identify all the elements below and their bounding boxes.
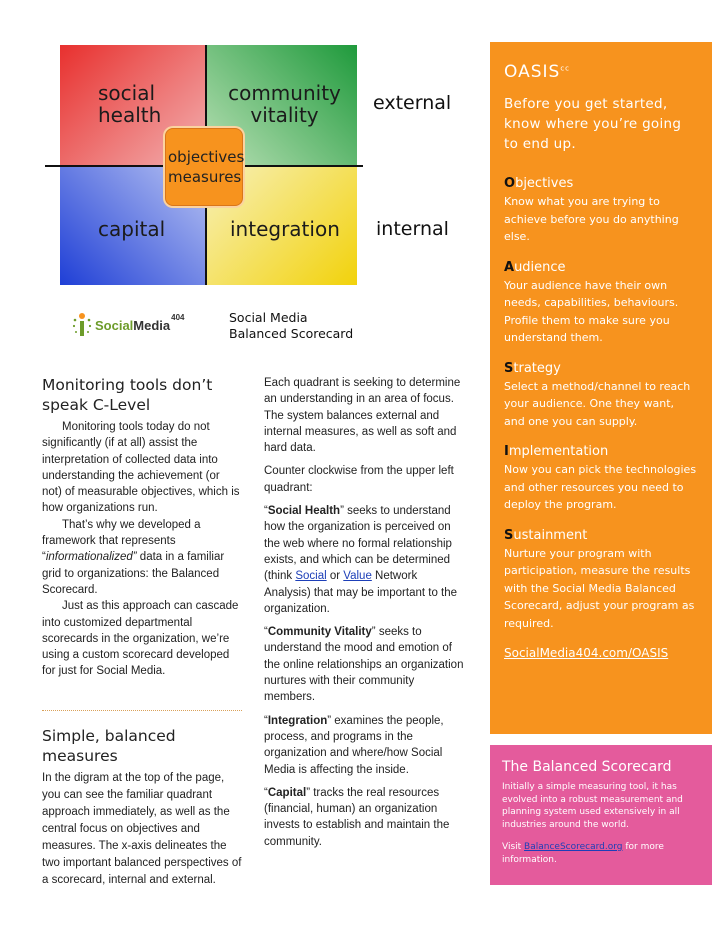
value-link[interactable]: Value	[343, 570, 372, 583]
left-column-lower	[42, 726, 244, 889]
middle-column	[264, 375, 464, 857]
section-divider	[42, 710, 242, 711]
oasis-brand: $OASIS^{cc}$	[504, 62, 571, 82]
heading-monitoring: Monitoring tools don’t speak C-Level	[42, 376, 213, 414]
center-objectives: objectives	[168, 148, 245, 166]
left-column	[42, 375, 242, 680]
heading-simple-balanced: Simple, balanced measures	[42, 727, 176, 765]
paragraph-community-vitality: “Community Vitality” seeks to understand the mood and emotion of the online relationships an organization nurtures with their community members.	[264, 626, 464, 704]
step-objectives: Objectives Know what you are trying to achieve before you do anything else.	[504, 176, 679, 243]
balancescorecard-link[interactable]: BalanceScorecard.org	[524, 842, 623, 852]
oasis-link[interactable]: SocialMedia404.com/OASIS	[504, 646, 669, 660]
diagram-caption	[229, 310, 353, 342]
paragraph-monitoring: Monitoring tools today do not significantly (if at all) assist the interpretation of collected data into understanding the achievement (or not) of measurable objectives, which is how organizations run.	[42, 421, 240, 515]
caption-line-1: Social Media	[229, 310, 308, 325]
step-audience: Audience Your audience have their own needs, capabilities, behaviours. Profile them to make sure you understand them.	[504, 259, 679, 344]
paragraph-quadrants: Each quadrant is seeking to determine an understanding in an area of focus. The system balances external and internal measures, as well as soft and hard data.	[264, 377, 461, 455]
oasis-sidebar	[490, 42, 712, 734]
socialmedia404-logo	[72, 312, 184, 338]
caption-line-2: Balanced Scorecard	[229, 326, 354, 341]
center-measures: measures	[168, 168, 242, 186]
social-link[interactable]: Social	[295, 570, 327, 583]
pink-visit: Visit BalanceScorecard.org for more information.	[502, 842, 664, 865]
label-internal: internal	[376, 218, 449, 240]
step-implementation: Implementation Now you can pick the technologies and other resources you need to deploy the program.	[504, 444, 697, 511]
paragraph-framework: That’s why we developed a framework that represents “informationalized” data in a familiar grid to organizations: the Balanced Scorecard.	[42, 518, 225, 596]
logo-wordmark: SocialMedia	[95, 317, 171, 333]
paragraph-capital: “Capital” tracks the real resources (financial, human) an organization invests to establish and maintain the community.	[264, 786, 450, 848]
logo-superscript: 404	[171, 312, 185, 322]
paragraph-counter-clockwise: Counter clockwise from the upper left quadrant:	[264, 465, 454, 494]
step-sustainment: Sustainment Nurture your program with participation, measure the results with the Social Media Balanced Scorecard, adjust your program as required.	[504, 527, 695, 630]
label-community-vitality: community vitality	[228, 81, 341, 127]
paragraph-simple-balanced: In the digram at the top of the page, you can see the familiar quadrant approach immediately, as well as the central focus on objectives and measures. The x-axis delineates the two important balanced perspectives of a scorecard, internal and external.	[42, 772, 242, 886]
objectives-measures-box	[165, 128, 243, 206]
pink-description: Initially a simple measuring tool, it has evolved into a robust measurement and planning system used extensively in all industries around the world.	[502, 782, 683, 830]
balanced-scorecard-diagram	[40, 40, 460, 290]
label-capital: capital	[98, 217, 166, 241]
balanced-scorecard-box	[490, 745, 712, 885]
paragraph-social-health: “Social Health” seeks to understand how the organization is perceived on the web where no formal relationship exists, and which can be determined (think Social or Value Network Analysis) that may be important to the organization.	[264, 505, 458, 615]
paragraph-cascade: Just as this approach can cascade into customized departmental scorecards in the organization, we’re using a custom scorecard developed for just for Social Media.	[42, 600, 239, 678]
step-strategy: Strategy Select a method/channel to reach your audience. One they want, and one you can supply.	[504, 360, 691, 428]
paragraph-integration: “Integration” examines the people, process, and programs in the organization and where/how Social Media is affecting the inside.	[264, 714, 444, 776]
oasis-tagline: Before you get started, know where you’re going to end up.	[504, 96, 682, 152]
label-integration: integration	[230, 217, 340, 241]
pink-title: The Balanced Scorecard	[502, 759, 672, 775]
social-media-404-logo-icon	[72, 312, 92, 338]
label-social-health: social health	[98, 81, 162, 127]
label-external: external	[373, 92, 452, 114]
